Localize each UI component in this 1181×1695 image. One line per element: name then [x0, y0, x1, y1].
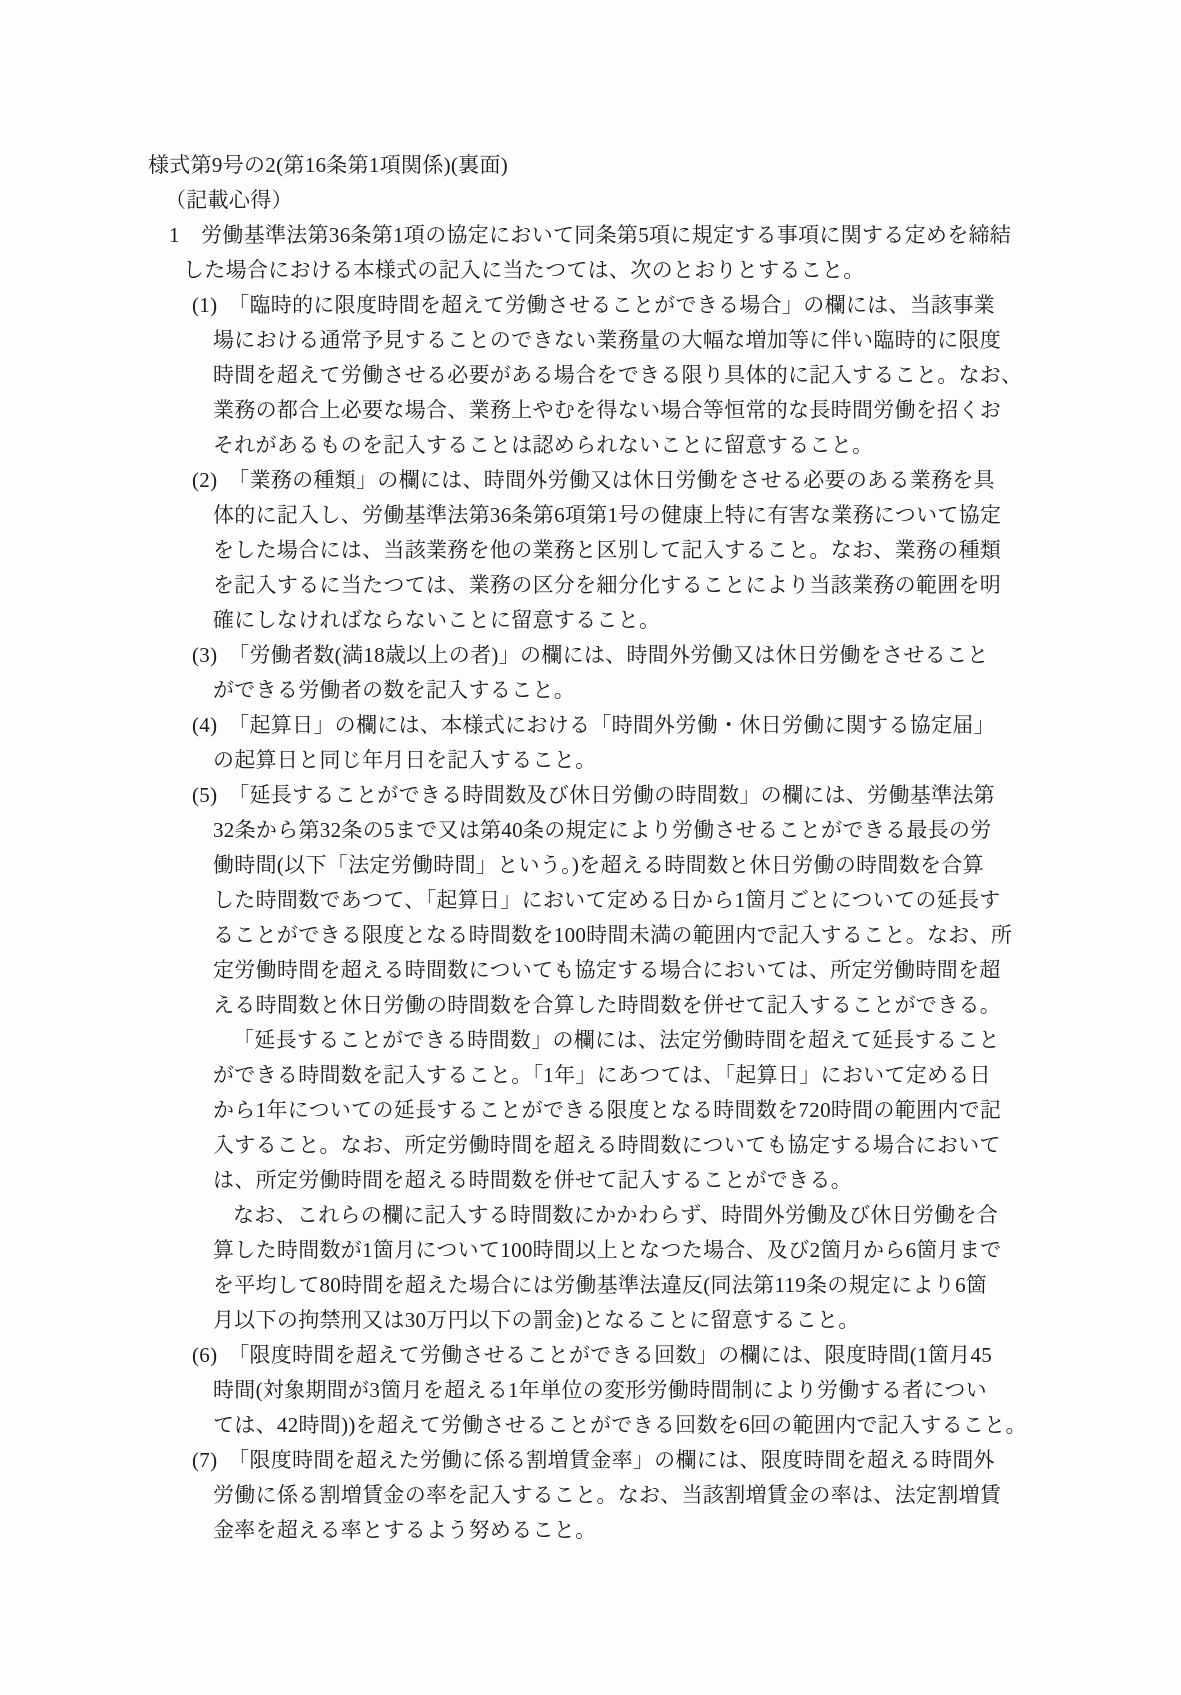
item-5-para-3-line-2: 算した時間数が1箇月について100時間以上となつた場合、及び2箇月から6箇月まで — [213, 1238, 1002, 1262]
item-2-line-5: 確にしなければならないことに留意すること。 — [213, 608, 661, 632]
item-5-line-5: ることができる限度となる時間数を100時間未満の範囲内で記入すること。なお、所 — [213, 923, 1013, 947]
item-5-para-2-line-2: ができる時間数を記入すること。「1年」にあつては、「起算日」において定める日 — [213, 1063, 991, 1087]
item-5-line-3: 働時間(以下「法定労働時間」という。)を超える時間数と休日労働の時間数を合算 — [213, 853, 984, 877]
item-2-line-2: 体的に記入し、労働基準法第36条第6項第1号の健康上特に有害な業務について協定 — [213, 503, 1002, 527]
item-1-line-3: 時間を超えて労働させる必要がある場合をできる限り具体的に記入すること。なお、 — [213, 363, 1023, 387]
item-5-para-2-line-3: から1年についての延長することができる限度となる時間数を720時間の範囲内で記 — [213, 1098, 1002, 1122]
item-1-line-5: それがあるものを記入することは認められないことに留意すること。 — [213, 433, 874, 457]
item-5-para-2-line-1: 「延長することができる時間数」の欄には、法定労働時間を超えて延長すること — [233, 1028, 1000, 1052]
item-5-para-2 — [0, 1023, 1181, 1198]
item-5-line-4: した時間数であつて、「起算日」において定める日から1箇月ごとについての延長す — [213, 888, 1001, 912]
item-7-line-3: 金率を超える率とするよう努めること。 — [213, 1518, 597, 1542]
item-5-para-2-line-4: 入すること。なお、所定労働時間を超える時間数についても協定する場合において — [213, 1133, 1001, 1157]
section-1-intro-line-1: 1 労働基準法第36条第1項の協定において同条第5項に規定する事項に関する定めを締結 — [169, 223, 1012, 247]
item-4-line-2: の起算日と同じ年月日を記入すること。 — [213, 748, 597, 772]
item-3-line-1: (3) 「労働者数(満18歳以上の者)」の欄には、時間外労働又は休日労働をさせること — [192, 643, 989, 667]
item-2-line-4: を記入するに当たつては、業務の区分を細分化することにより当該業務の範囲を明 — [213, 573, 1002, 597]
item-6-line-1: (6) 「限度時間を超えて労働させることができる回数」の欄には、限度時間(1箇月45 — [192, 1343, 993, 1367]
item-5-line-2: 32条から第32条の5まで又は第40条の規定により労働させることができる最長の労 — [213, 818, 992, 842]
item-1 — [0, 288, 1181, 463]
item-5-line-1: (5) 「延長することができる時間数及び休日労働の時間数」の欄には、労働基準法第 — [192, 783, 995, 807]
item-6-line-2: 時間(対象期間が3箇月を超える1年単位の変形労働時間制により労働する者につい — [213, 1378, 987, 1402]
item-2-line-3: をした場合には、当該業務を他の業務と区別して記入すること。なお、業務の種類 — [213, 538, 1002, 562]
item-5-para-3 — [0, 1198, 1181, 1338]
item-6 — [0, 1338, 1181, 1443]
item-5-para-3-line-3: を平均して80時間を超えた場合には労働基準法違反(同法第119条の規定により6箇 — [213, 1273, 988, 1297]
form-title-line-1: 様式第9号の2(第16条第1項関係)(裏面) — [148, 153, 509, 177]
section-1-intro-line-2: した場合における本様式の記入に当たつては、次のとおりとすること。 — [183, 258, 865, 282]
item-5-line-7: える時間数と休日労働の時間数を合算した時間数を併せて記入することができる。 — [213, 993, 1002, 1017]
item-5 — [0, 778, 1181, 1023]
item-7-line-2: 労働に係る割増賃金の率を記入すること。なお、当該割増賃金の率は、法定割増賃 — [213, 1483, 1002, 1507]
item-1-line-1: (1) 「臨時的に限度時間を超えて労働させることができる場合」の欄には、当該事業 — [192, 293, 995, 317]
section-1-intro — [0, 218, 1181, 288]
notes-heading — [0, 183, 1181, 218]
item-7-line-1: (7) 「限度時間を超えた労働に係る割増賃金率」の欄には、限度時間を超える時間外 — [192, 1448, 995, 1472]
item-1-line-2: 場における通常予見することのできない業務量の大幅な増加等に伴い臨時的に限度 — [213, 328, 1002, 352]
item-4-line-1: (4) 「起算日」の欄には、本様式における「時間外労働・休日労働に関する協定届」 — [192, 713, 995, 737]
item-2-line-1: (2) 「業務の種類」の欄には、時間外労働又は休日労働をさせる必要のある業務を具 — [192, 468, 995, 492]
item-5-para-3-line-1: なお、これらの欄に記入する時間数にかかわらず、時間外労働及び休日労働を合 — [233, 1203, 999, 1227]
item-3-line-2: ができる労働者の数を記入すること。 — [213, 678, 576, 702]
item-5-para-3-line-4: 月以下の拘禁刑又は30万円以下の罰金)となることに留意すること。 — [213, 1308, 860, 1332]
item-6-line-3: ては、42時間))を超えて労働させることができる回数を6回の範囲内で記入すること。 — [213, 1413, 1027, 1437]
item-5-para-2-line-5: は、所定労働時間を超える時間数を併せて記入することができる。 — [213, 1168, 852, 1192]
item-5-line-6: 定労働時間を超える時間数についても協定する場合においては、所定労働時間を超 — [213, 958, 1001, 982]
item-3 — [0, 638, 1181, 708]
item-7 — [0, 1443, 1181, 1548]
notes-heading-line-1: （記載心得） — [165, 188, 293, 212]
item-1-line-4: 業務の都合上必要な場合、業務上やむを得ない場合等恒常的な長時間労働を招くお — [213, 398, 1002, 422]
item-2 — [0, 463, 1181, 638]
form-title — [0, 148, 1181, 183]
item-4 — [0, 708, 1181, 778]
